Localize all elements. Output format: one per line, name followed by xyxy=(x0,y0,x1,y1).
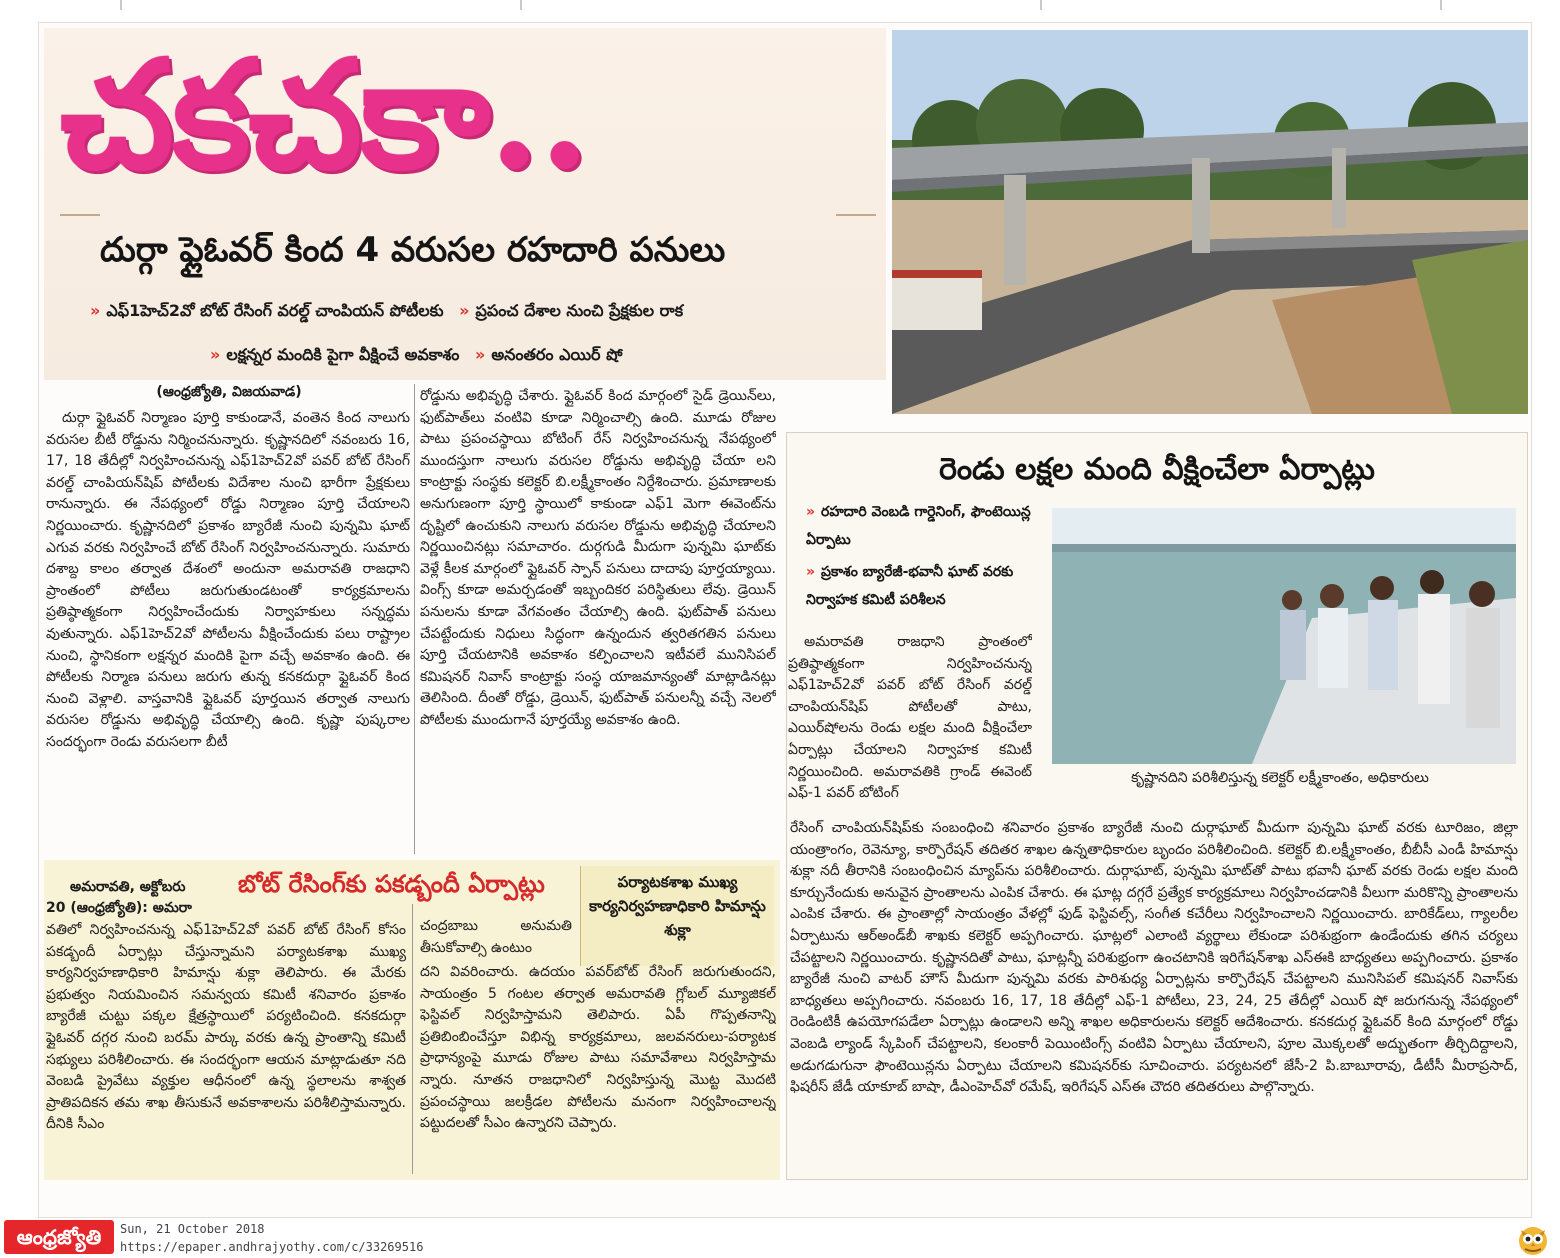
sidebar-text-narrow: అమరావతి రాజధాని ప్రాంతంలో ప్రతిష్ఠాత్మకంగా నిర్వహించనున్న ఎఫ్1హెచ్2వో పవర్ బోట్ రేసింగ్ వరల్డ్ చాంపియన్‌షిప్ పోటీలతో పాటు, ఎయిర్‌షోలను రెండు లక్షల మంది వీక్షించేలా ఏర్పాట్లు చేయాలని నిర్వాహక కమిటీ నిర్ణయించింది. అమరావతికి గ్రాండ్ ఈవెంట్ ఎఫ్-1 పవర్ బోటింగ్ xyxy=(788,634,1032,802)
chevron-icon: » xyxy=(210,345,221,364)
andhrajyothy-logo: ఆంధ్రజ్యోతి xyxy=(4,1220,114,1254)
sidebar-bullet-2: » ప్రకాశం బ్యారేజీ-భవానీ ఘాట్ వరకు నిర్వాహక కమిటీ పరిశీలన xyxy=(806,564,1014,608)
flyover-photo xyxy=(892,30,1528,414)
boat-racing-column-2-top: చంద్రబాబు అనుమతి తీసుకోవాల్సి ఉంటుం xyxy=(420,918,572,956)
flyover-illustration xyxy=(892,30,1528,414)
dateline-continued: 20 (ఆంధ్రజ్యోతి): అమరా xyxy=(46,900,192,916)
river-illustration xyxy=(1052,508,1516,764)
river-inspection-photo xyxy=(1052,508,1516,764)
subheadline: దుర్గా ఫ్లైఓవర్ కింద 4 వరుసల రహదారి పనులు xyxy=(100,230,726,270)
top-strip xyxy=(0,0,1560,14)
edition-url[interactable]: https://epaper.andhrajyothy.com/c/33269516 xyxy=(120,1240,424,1254)
edition-date: Sun, 21 October 2018 xyxy=(120,1222,265,1236)
highlight-item: ప్రపంచ దేశాల నుంచి ప్రేక్షకుల రాక xyxy=(475,301,684,320)
highlight-item: అనంతరం ఎయిర్ షో xyxy=(491,345,623,364)
chevron-icon: » xyxy=(806,564,816,580)
boat-racing-column-1: వతిలో నిర్వహించనున్న ఎఫ్1హెచ్2వో పవర్ బోట్ రేసింగ్ కోసం పకడ్బందీ ఏర్పాట్లు చేస్తున్నామని పర్యాటకశాఖ ముఖ్య కార్యనిర్వహణాధికారి హిమాన్షు శుక్లా తెలిపారు. ఈ మేరకు ప్రభుత్వం నియమించిన సమన్వయ కమిటీ శనివారం ప్రకాశం బ్యారేజీ చుట్టు పక్కల క్షేత్రస్థాయిలో పర్యటించింది. కనకదుర్గా ఫ్లైఓవర్ దగ్గర నుంచి బరమ్ పార్కు వరకు ఉన్న ప్రాంతాన్ని కమిటీ సభ్యులు పరిశీలించారు. ఈ సందర్భంగా ఆయన మాట్లాడుతూ నది వెంబడి ప్రైవేటు వ్యక్తుల ఆధీనంలో ఉన్న స్థలాలను శాశ్వత ప్రాతిపదికన తమ శాఖ తీసుకునే అవకాశాలను పరిశీలిస్తామన్నారు. దీనికి సీఎం xyxy=(46,922,406,1133)
page-tick xyxy=(1440,0,1442,10)
chevron-icon: » xyxy=(90,301,101,320)
headline: చకచకా.. xyxy=(60,30,589,200)
chevron-icon: » xyxy=(806,504,816,520)
chevron-icon: » xyxy=(474,345,486,364)
boat-racing-column-2: దని వివరించారు. ఉదయం పవర్‌బోట్ రేసింగ్ జరుగుతుందని, సాయంత్రం 5 గంటల తర్వాత అమరావతి గ్లోబల్ మ్యూజికల్ ఫెస్టివల్ నిర్వహిస్తామని తెలిపారు. ఏపీ గొప్పతనాన్ని ప్రతిబింబించేస్తూ విభిన్న కార్యక్రమాలు, జలవనరులు-పర్యాటక ప్రాధాన్యంపై మూడు రోజుల పాటు సమావేశాలు నిర్వహిస్తామ న్నారు. నూతన రాజధానిలో నిర్వహిస్తున్న మొట్ట మొదటి ప్రపంచస్థాయి జలక్రీడల పోటీలను మనంగా నిర్వహించాలన్న పట్టుదలతో సీఎం ఉన్నారని చెప్పారు. xyxy=(420,964,776,1132)
highlights-row-2 xyxy=(210,340,810,370)
page-tick xyxy=(120,0,122,10)
sidebar-text-wide: రేసింగ్ చాంపియన్‌షిప్‌కు సంబంధించి శనివారం ప్రకాశం బ్యారేజీ నుంచి దుర్గాఘాట్ మీదుగా పున్నమి ఘాట్ వరకు టూరిజం, జిల్లా యంత్రాంగం, రెవెన్యూ, కార్పొరేషన్ తదితర శాఖల ఉన్నతాధికారుల బృందం పరిశీలించింది. కలెక్టర్ బి.లక్ష్మీకాంతం, బీబీసీ ఎండీ హిమాన్షు శుక్లా నదీ తీరానికి సంబంధించిన మ్యాప్‌ను పరిశీలించారు. దుర్గాఘాట్, పున్నమి ఘాట్‌తో పాటు భవానీ ఘాట్ వరకు రెండు లక్షల మంది కూర్చునేందుకు అనువైన ప్రాంతాలను ఎంపిక చేశారు. ఈ ఘాట్ల దగ్గరే ప్రత్యేక కార్యక్రమాలు నిర్వహించడానికి వీలుగా మరికొన్ని ప్రాంతాలను ఎంపిక చేశారు. ఈ ప్రాంతాల్లో సాయంత్రం వేళల్లో ఫుడ్ ఫెస్టివల్స్, సంగీత కచేరీలు నిర్వహించాలని నిర్ణయించారు. బారికేడ్‌లు, గ్యాలరీల ఏర్పాటును ఆర్‌అండ్‌బీ శాఖకు కలెక్టర్ అప్పగించారు. ఘాట్లలో ఎలాంటి వ్యర్థాలు లేకుండా పరిశుభ్రంగా ఉండేందుకు తగిన చర్యలు చేపట్టాలని నిర్ణయించారు. కృష్ణానదితో పాటు, ఘాట్లన్నీ పరిశుభ్రంగా ఉంచటానికి ఇరిగేషన్‌శాఖ ఎస్ఈకి బాధ్యతలు అప్పగించారు. ప్రకాశం బ్యారేజీ నుంచి వాటర్ హౌస్ మీదుగా పున్నమి వరకు పారిశుధ్య ఏర్పాట్లను కార్పొరేషన్ చేపట్టాలని మునిసిపల్ కమిషనర్ నివాస్‌కు బాధ్యతలు అప్పగించారు. నవంబరు 16, 17, 18 తేదీల్లో ఎఫ్-1 పోటీలు, 23, 24, 25 తేదీల్లో ఎయిర్ షో జరుగనున్న నేపథ్యంలో రెండింటికీ ఉపయోగపడేలా ఏర్పాట్లు ఉండాలని అన్ని శాఖల అధికారులను కలెక్టర్ ఆదేశించారు. కనకదుర్గ ఫ్లైఓవర్ కింది మార్గంలో రోడ్డు వెంబడి ల్యాండ్ స్కేపింగ్ చేపట్టాలని, కలంకారీ పెయింటింగ్స్ వంటివి ఏర్పాటు చేయాలని, పూల మొక్కలతో అద్భుతంగా తీర్చిదిద్దాలని, అడుగడుగునా ఫౌంటెయిన్లను ఏర్పాటు చేయాలని కమిషనర్‌కు సూచించారు. పర్యటనలో జేసీ-2 పి.బాబూరావు, డీటీసీ మీరాప్రసాద్, ఫిషరీస్ జేడీ యాకూబ్ బాషా, డీఎంహెచ్‌వో రమేష్, ఇరిగేషన్ ఎస్ఈ చౌదరి తదితరులు పాల్గొన్నారు. xyxy=(790,820,1518,1096)
highlight-item: ఎఫ్1హెచ్2వో బోట్ రేసింగ్ వరల్డ్ చాంపియన్ పోటీలకు xyxy=(106,301,444,320)
photo-caption: కృష్ణానదిని పరిశీలిస్తున్న కలెక్టర్ లక్ష్మీకాంతం, అధికారులు xyxy=(1131,770,1429,786)
highlights-row-1 xyxy=(90,296,870,326)
dateline: అమరావతి, అక్టోబరు xyxy=(70,879,186,895)
official-quote-box: పర్యాటకశాఖ ముఖ్య కార్యనిర్వహణాధికారి హిమాన్షు శుక్లా xyxy=(580,866,774,966)
rule-right xyxy=(836,214,876,216)
column-divider xyxy=(412,904,413,1174)
chevron-icon: » xyxy=(459,301,470,320)
highlight-item: లక్షన్నర మందికి పైగా వీక్షించే అవకాశం xyxy=(226,345,460,364)
owl-icon[interactable] xyxy=(1516,1222,1550,1256)
boat-racing-title: బోట్ రేసింగ్‌కు పకడ్బందీ ఏర్పాట్లు xyxy=(238,870,545,898)
rule-left xyxy=(60,214,100,216)
main-article-column-1: దుర్గా ఫ్లైఓవర్ నిర్మాణం పూర్తి కాకుండానే, వంతెన కింద నాలుగు వరుసల బీటీ రోడ్డును నిర్మించనున్నారు. కృష్ణానదిలో నవంబరు 16, 17, 18 తేదీల్లో నిర్వహించనున్న ఎఫ్1హెచ్2వో పవర్ బోట్ రేసింగ్ వరల్డ్ చాంపియన్‌షిప్ పోటీలకు విదేశాల నుంచి భారీగా ప్రేక్షకులు రానున్నారు. ఈ నేపథ్యంలో రోడ్డు నిర్మాణం పూర్తి చేయాలని నిర్ణయించారు. కృష్ణానదిలో ప్రకాశం బ్యారేజీ నుంచి పున్నమి ఘాట్ ఎగువ వరకు నిర్వహించే బోట్ రేసింగ్ నిర్వహించనున్నారు. సుమారు దశాబ్ద కాలం తర్వాత దేశంలో అందునా అమరావతి రాజధాని ప్రాంతంలో పోటీలు జరుగుతుండటంతో కార్యక్రమాలను ప్రతిష్ఠాత్మకంగా నిర్వహించేందుకు నిర్వాహకులు సన్నద్ధమ వుతున్నారు. ఎఫ్1హెచ్2వో పోటీలను వీక్షించేందుకు పలు రాష్ట్రాల నుంచి, స్థానికంగా లక్షన్నర మందికి పైగా వచ్చే అవకాశం ఉంది. ఈ పోటీలకు నిర్మాణ పనులు జరుగు తున్న కనకదుర్గా ఫ్లైఓవర్ కింద నుంచి వెళ్లాలి. వాస్తవానికి ఫ్లైఓవర్ పూర్తయిన తర్వాత నాలుగు వరుసల రోడ్డును అభివృద్ధి చేయాల్సి ఉంది. కృష్ణా పుష్కరాల సందర్భంగా రెండు వరుసలగా బీటీ xyxy=(46,410,410,750)
sidebar-bullet-1: » రహదారి వెంబడి గార్డెనింగ్, ఫౌంటెయిన్ల ఏర్పాటు xyxy=(806,504,1031,548)
page-tick xyxy=(1040,0,1042,10)
main-article-column-2: రోడ్డును అభివృద్ధి చేశారు. ఫ్లైఓవర్ కింద మార్గంలో సైడ్ డ్రెయిన్‌లు, ఫుట్‌పాత్‌లు వంటివి కూడా నిర్మించాల్సి ఉంది. మూడు రోజుల పాటు ప్రపంచస్థాయి బోటింగ్ రేస్ నిర్వహించనున్న నేపథ్యంలో ముందస్తుగా నాలుగు వరుసల రోడ్డును అభివృద్ధి చేయా లని కాంట్రాక్టు సంస్థకు కలెక్టర్ బి.లక్ష్మీకాంతం నిర్దేశించారు. ప్రమాణాలకు అనుగుణంగా పూర్తి స్థాయిలో కాకుండా ఎఫ్1 మెగా ఈవెంట్‌ను దృష్టిలో ఉంచుకుని నాలుగు వరుసల రోడ్డును అభివృద్ధి చేయాలని నిర్ణయించినట్లు సమాచారం. దుర్గగుడి మీదుగా పున్నమి ఘాట్‌కు వెళ్లే కీలక మార్గంలో ఫ్లైఓవర్ స్పాన్ పనులు దాదాపు పూర్తయ్యాయి. వింగ్స్ కూడా అమర్చడంతో ఇబ్బందికర పరిస్థితులు లేవు. డ్రెయిన్ పనులను కూడా వేగవంతం చేయాల్సి ఉంది. ఫుట్‌పాత్ పనులు చేపట్టేందుకు నిధులు సిద్ధంగా ఉన్నందున త్వరితగతిన పనులు పూర్తి చేయటానికి అవకాశం కల్పించాలని ఇటీవలే మునిసిపల్ కమిషనర్ నివాస్ కాంట్రాక్టు సంస్థ యాజమాన్యంతో మాట్లాడినట్లు తెలిసింది. దీంతో రోడ్డు, డ్రెయిన్, ఫుట్‌పాత్ పనులన్నీ వచ్చే నెలలో పోటీలకు ముందుగానే పూర్తయ్యే అవకాశం ఉంది. xyxy=(420,388,776,728)
byline: (ఆంధ్రజ్యోతి, విజయవాడ) xyxy=(156,384,302,400)
column-divider xyxy=(414,384,415,854)
page-tick xyxy=(520,0,522,10)
sidebar-title: రెండు లక్షల మంది వీక్షించేలా ఏర్పాట్లు xyxy=(939,452,1375,487)
